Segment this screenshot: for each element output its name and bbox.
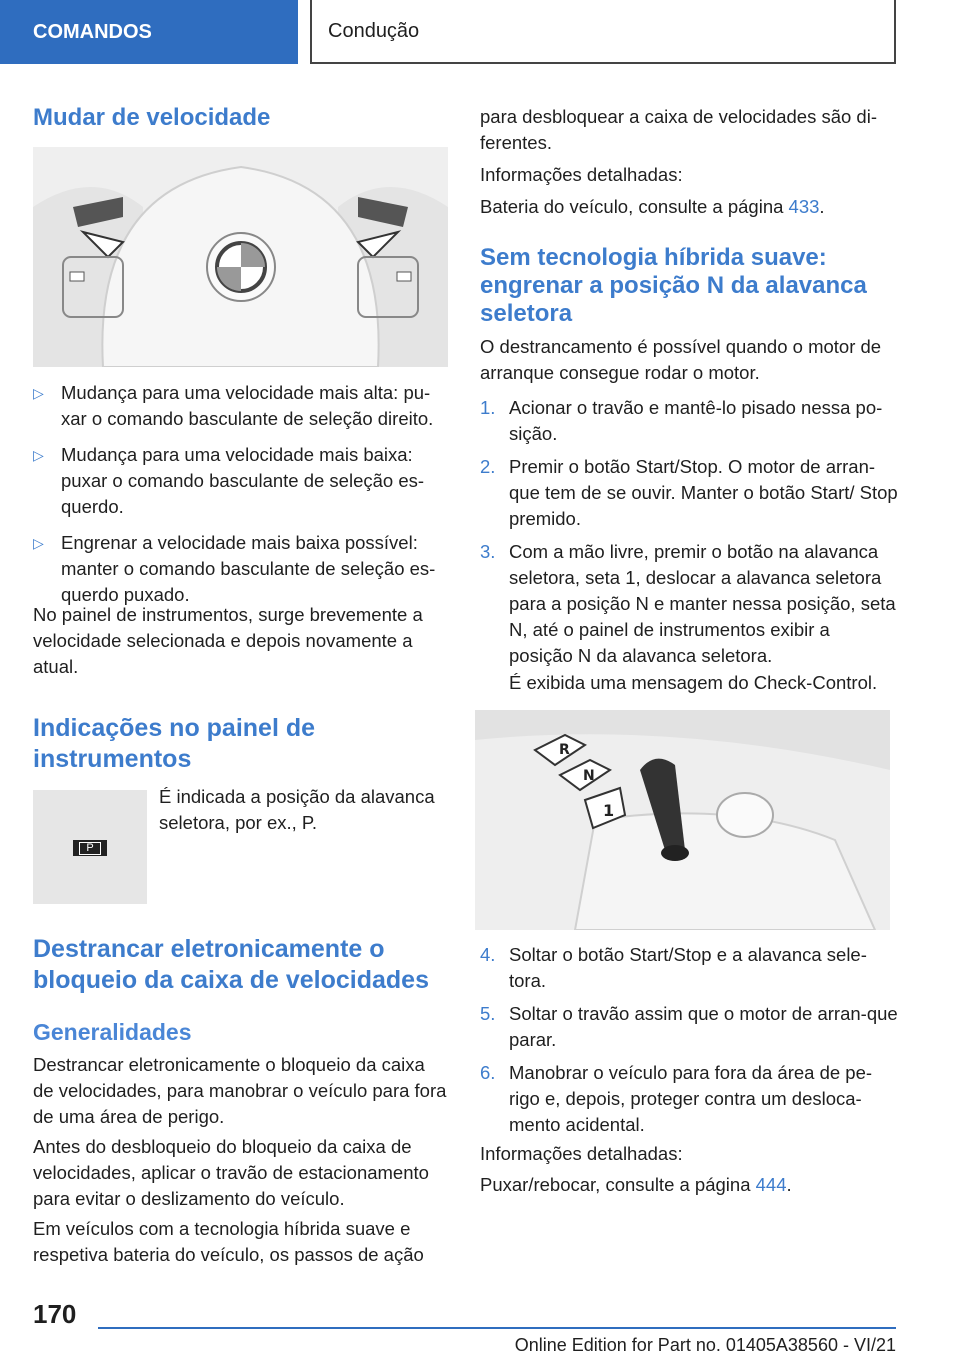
heading-sem-hibrida: Sem tecnologia híbrida suave: engrenar a posição N da alavanca seletora xyxy=(480,244,867,327)
paragraph-cont: para desbloquear a caixa de velocidades são di-ferentes. xyxy=(480,106,877,153)
label-r: R xyxy=(559,742,570,758)
triangle-bullet-icon: ▷ xyxy=(33,535,44,551)
bateria-ref: Bateria do veículo, consulte a página 433. xyxy=(480,196,825,217)
list-item: 5. Soltar o travão assim que o motor de arran-que parar. xyxy=(480,1003,898,1050)
info-label-1: Informações detalhadas: xyxy=(480,164,683,185)
bullet-list xyxy=(33,380,448,608)
section-label: COMANDOS xyxy=(33,20,152,43)
section-tab xyxy=(0,0,298,64)
paragraph-3: Em veículos com a tecnologia híbrida suave e respetiva bateria do veículo, os passos de ação xyxy=(33,1218,424,1265)
indicacoes-text: É indicada a posição da alavanca seletora, por ex., P. xyxy=(159,786,435,833)
triangle-bullet-icon: ▷ xyxy=(33,385,44,401)
chapter-label: Condução xyxy=(328,19,420,42)
label-1: 1 xyxy=(603,801,615,820)
puxar-ref: Puxar/rebocar, consulte a página 444. xyxy=(480,1174,792,1195)
step3-note: É exibida uma mensagem do Check-Control. xyxy=(509,672,878,693)
list-item: ▷ Engrenar a velocidade mais baixa possível: manter o comando basculante de seleção es-querdo puxado. xyxy=(33,532,436,605)
heading-mudar: Mudar de velocidade xyxy=(33,104,271,131)
list-item: ▷ Mudança para uma velocidade mais alta: pu-xar o comando basculante de seleção direito. xyxy=(33,382,434,429)
triangle-bullet-icon: ▷ xyxy=(33,447,44,463)
gear-selector-illustration xyxy=(475,710,890,930)
list-item: 3. Com a mão livre, premir o botão na alavanca seletora, seta 1, deslocar a alavanca seletora para a posição N e manter nessa posição, seta N, até o painel de instrumentos exibir a posição N da alavanca seletora. xyxy=(480,541,896,666)
heading-indicacoes: Indicações no painel de instrumentos xyxy=(33,714,316,773)
list-item: 1. Acionar o travão e mantê-lo pisado nessa po-sição. xyxy=(480,397,883,444)
footer-divider xyxy=(98,1327,896,1329)
steering-wheel-figure xyxy=(33,147,448,367)
paragraph-sem: O destrancamento é possível quando o motor de arranque consegue rodar o motor. xyxy=(480,336,882,383)
list-item: 6. Manobrar o veículo para fora da área de pe-rigo e, depois, proteger contra um desloca-mento acidental. xyxy=(480,1062,873,1135)
edition-text: Online Edition for Part no. 01405A38560 - VI/21 xyxy=(514,1335,896,1355)
steps-list-a xyxy=(480,395,898,669)
chapter-tab xyxy=(310,0,896,64)
list-item: 4. Soltar o botão Start/Stop e a alavanca sele-tora. xyxy=(480,944,867,991)
heading-destrancar: Destrancar eletronicamente o bloqueio da caixa de velocidades xyxy=(33,935,429,994)
steps-list-b xyxy=(480,942,898,1138)
paragraph-1: Destrancar eletronicamente o bloqueio da caixa de velocidades, para manobrar o veículo para fora de uma área de perigo. xyxy=(33,1054,447,1127)
paragraph-2: Antes do desbloqueio do bloqueio da caixa de velocidades, aplicar o travão de estacionamento para evitar o deslizamento do veículo. xyxy=(33,1136,429,1209)
page-number: 170 xyxy=(33,1299,77,1329)
list-item: ▷ Mudança para uma velocidade mais baixa: puxar o comando basculante de seleção es-querdo. xyxy=(33,444,425,517)
steering-wheel-illustration xyxy=(33,147,448,367)
heading-generalidades: Generalidades xyxy=(33,1019,192,1045)
indicator-figure xyxy=(33,790,147,904)
page-link-444[interactable]: 444 xyxy=(755,1174,787,1195)
info-label-2: Informações detalhadas: xyxy=(480,1143,683,1164)
paragraph-painel: No painel de instrumentos, surge brevemente a velocidade selecionada e depois novamente a atual. xyxy=(33,604,423,677)
page-link-433[interactable]: 433 xyxy=(788,196,820,217)
label-n: N xyxy=(583,768,595,784)
p-indicator-icon: P xyxy=(73,840,107,856)
list-item: 2. Premir o botão Start/Stop. O motor de arran-que tem de se ouvir. Manter o botão Start/ Stop premido. xyxy=(480,456,898,529)
gear-selector-figure xyxy=(475,710,890,930)
